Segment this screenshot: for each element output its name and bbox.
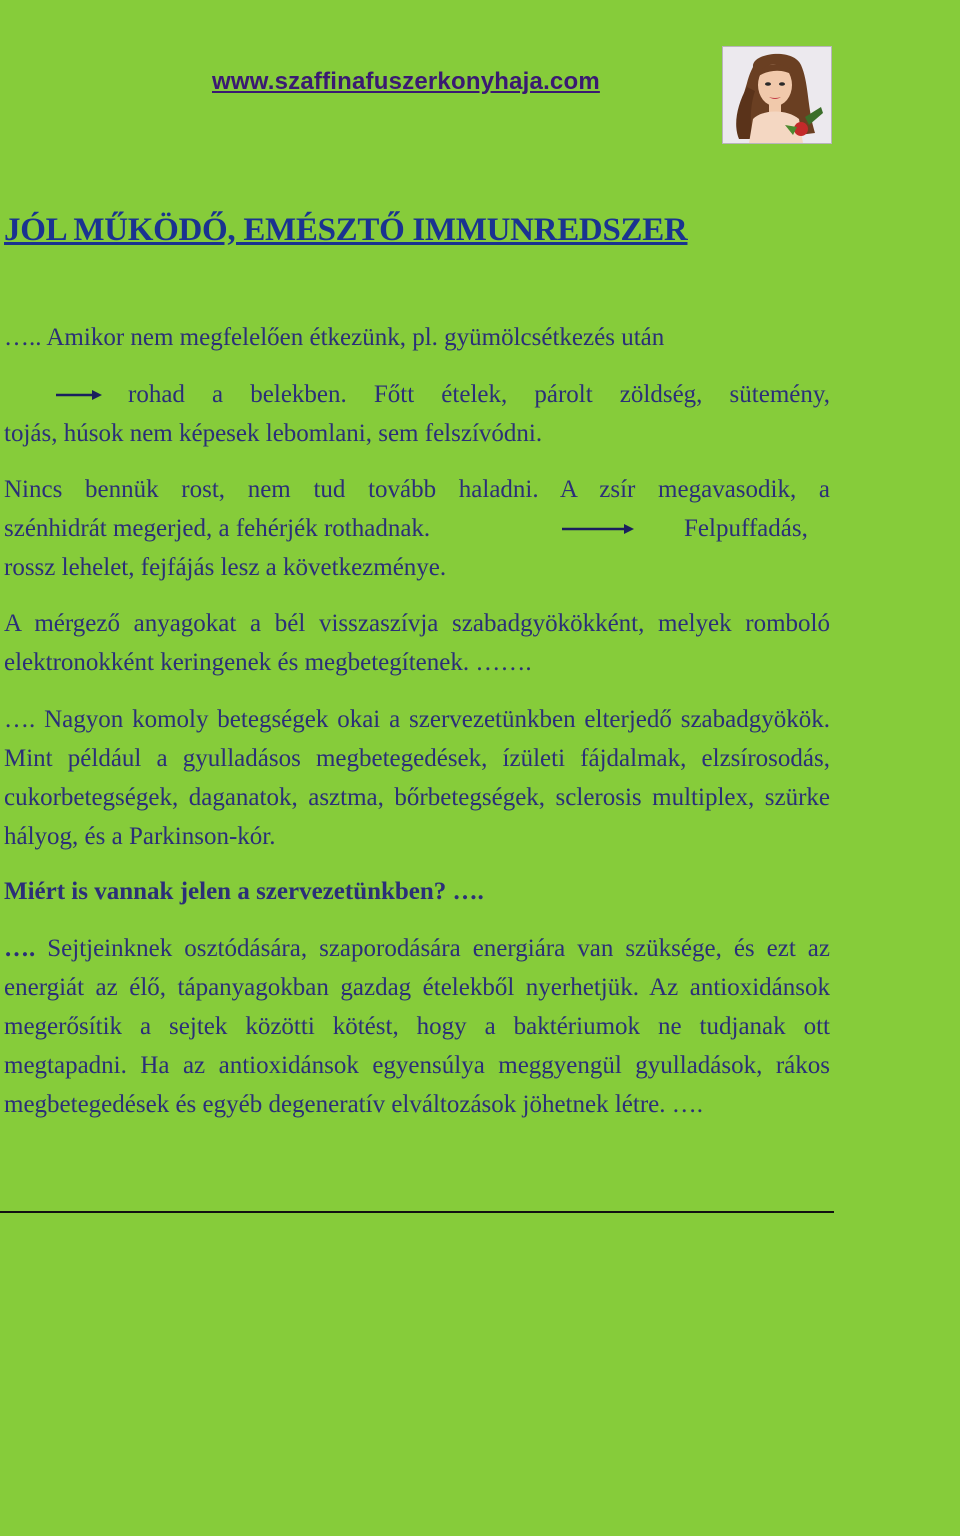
paragraph-5: …. Nagyon komoly betegségek okai a szervezetünkben elterjedő szabadgyökök. Mint például a gyulladásos megbetegedések, ízületi fájdalmak, elzsírosodás, cukorbetegségek, daganatok, asztma, bőrbetegségek, sclerosis multiplex, szürke hályog, és a Parkinson-kór. (4, 706, 830, 850)
right-arrow-icon (562, 522, 634, 536)
author-portrait-image (722, 46, 832, 144)
paragraph-3-line-3: rossz lehelet, fejfájás lesz a következménye. (4, 554, 447, 581)
paragraph-6-text: Sejtjeinknek osztódására, szaporodására energiára van szüksége, és ezt az energiát az élő, tápanyagokban gazdag ételekből nyerhetjük. Az antioxidánsok megerősítik a sejtek közötti kötést, hogy a baktériumok ne tudjanak ott megtapadni. Ha az antioxidánsok egyensúlya meggyengül gyulladások, rákos megbetegedések és egyéb degeneratív elváltozások jöhetnek létre. …. (4, 935, 830, 1118)
site-url-link[interactable]: www.szaffinafuszerkonyhaja.com (212, 68, 600, 95)
paragraph-1: ….. Amikor nem megfelelően étkezünk, pl. gyümölcsétkezés után (4, 324, 665, 351)
paragraph-4: A mérgező anyagokat a bél visszaszívja szabadgyökökként, melyek romboló elektronokként keringenek és megbetegítenek. ……. (4, 610, 830, 676)
page-title: JÓL MŰKÖDŐ, EMÉSZTŐ IMMUNREDSZER (4, 212, 688, 248)
paragraph-3-line-2a: szénhidrát megerjed, a fehérjék rothadnak. (4, 515, 431, 542)
paragraph-2-line-2: tojás, húsok nem képesek lebomlani, sem felszívódni. (4, 420, 543, 447)
paragraph-6-lead: …. (4, 935, 36, 962)
paragraph-3-line-1: Nincs bennük rost, nem tud tovább haladni. A zsír megavasodik, a (4, 476, 830, 503)
paragraph-3-line-2b: Felpuffadás, (684, 515, 808, 542)
question-heading: Miért is vannak jelen a szervezetünkben? …. (4, 878, 484, 905)
right-arrow-icon (56, 388, 102, 402)
bottom-divider (0, 1211, 834, 1213)
paragraph-6 (4, 929, 830, 1124)
paragraph-2-line-1: rohad a belekben. Főtt ételek, párolt zöldség, sütemény, (128, 381, 830, 408)
